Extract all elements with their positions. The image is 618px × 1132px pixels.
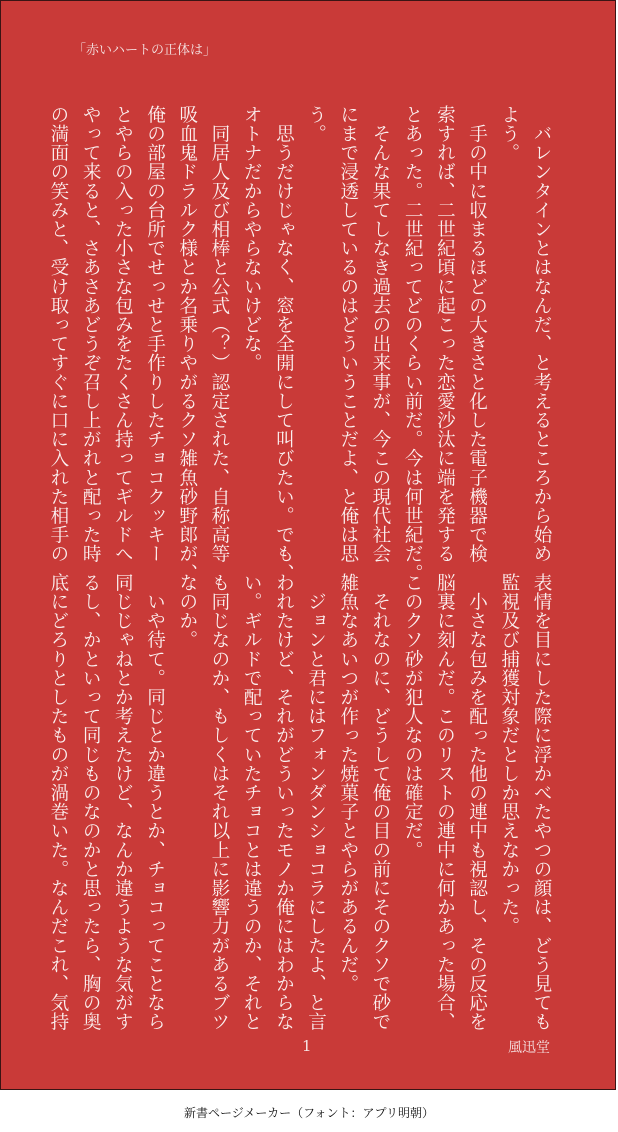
text-line: ジョンと君にはフォンダンショコラにしたよ、と言: [305, 573, 327, 1032]
page-number: 1: [302, 1037, 312, 1055]
text-line: オトナだからやらないけどな。: [241, 105, 263, 373]
text-line: そんな果てしなき過去の出来事が、今この現代社会: [369, 105, 391, 564]
text-line: 底にどろりとしたものが渦巻いた。なんだこれ、気持: [47, 573, 69, 1032]
page-title: 「赤いハートの正体は」: [73, 43, 217, 58]
text-line: 手の中に収まるほどの大きさと化した電子機器で検: [466, 105, 488, 564]
generator-caption: 新書ページメーカー（フォント：アプリ明朝）: [183, 1106, 435, 1120]
text-line: るし、かといって同じものなのかと思ったら、胸の奥: [80, 573, 102, 1032]
text-line: にまで浸透しているのはどういうことだよ、と俺は思: [337, 105, 359, 564]
text-line: よう。: [498, 105, 520, 163]
text-line: 雑魚なあいつが作った焼菓子とやらがあるんだ。: [337, 573, 359, 994]
text-line: とあった。二世紀ってどのくらい前だ。今は何世紀だ。: [402, 105, 424, 583]
text-line: やって来ると、さあさあどうぞ召し上がれと配った時: [80, 105, 102, 564]
text-block-top: [42, 105, 557, 583]
text-line: 俺の部屋の台所でせっせと手作りしたチョコクッキー: [144, 105, 166, 564]
text-line: う。: [305, 105, 327, 144]
text-line: なのか。: [176, 573, 198, 650]
text-line: 同じじゃねとか考えたけど、なんか違うような気がす: [112, 573, 134, 1032]
text-line: も同じなのか、もしくはそれ以上に影響力があるブツ: [208, 573, 230, 1032]
text-line: われたけど、それがどういったモノか俺にはわからな: [273, 573, 295, 1032]
text-line: 小さな包みを配った他の連中も視認し、その反応を: [466, 573, 488, 1032]
text-line: バレンタインとはなんだ、と考えるところから始め: [531, 105, 552, 564]
text-line: それなのに、どうして俺の目の前にそのクソで砂で: [369, 573, 391, 1032]
text-line: い。ギルドで配っていたチョコとは違うのか、それと: [241, 573, 263, 1032]
text-line: とやらの入った小さな包みをたくさん持ってギルドへ: [112, 105, 134, 564]
publisher-name: 風迅堂: [508, 1040, 550, 1056]
text-block-bottom: [42, 573, 557, 1032]
text-line: 索すれば、二世紀頃に起こった恋愛沙汰に端を発する: [434, 105, 456, 564]
text-line: 同居人及び相棒と公式（？）認定された、自称高等: [208, 105, 230, 564]
text-line: 思うだけじゃなく、窓を全開にして叫びたい。でも、: [273, 105, 295, 583]
text-line: いや待て。同じとか違うとか、チョコってことなら: [144, 573, 166, 1032]
text-line: 脳裏に刻んだ。このリストの連中に何かあった場合、: [434, 573, 456, 1032]
text-line: の満面の笑みと、受け取ってすぐに口に入れた相手の: [47, 105, 69, 564]
text-line: 吸血鬼ドラルク様とか名乗りやがるクソ雑魚砂野郎が、: [176, 105, 198, 583]
text-line: 表情を目にした際に浮かべたやつの顔は、どう見ても: [531, 573, 552, 1032]
text-line: このクソ砂が犯人なのは確定だ。: [402, 573, 424, 860]
text-line: 監視及び捕獲対象だとしか思えなかった。: [498, 573, 520, 936]
